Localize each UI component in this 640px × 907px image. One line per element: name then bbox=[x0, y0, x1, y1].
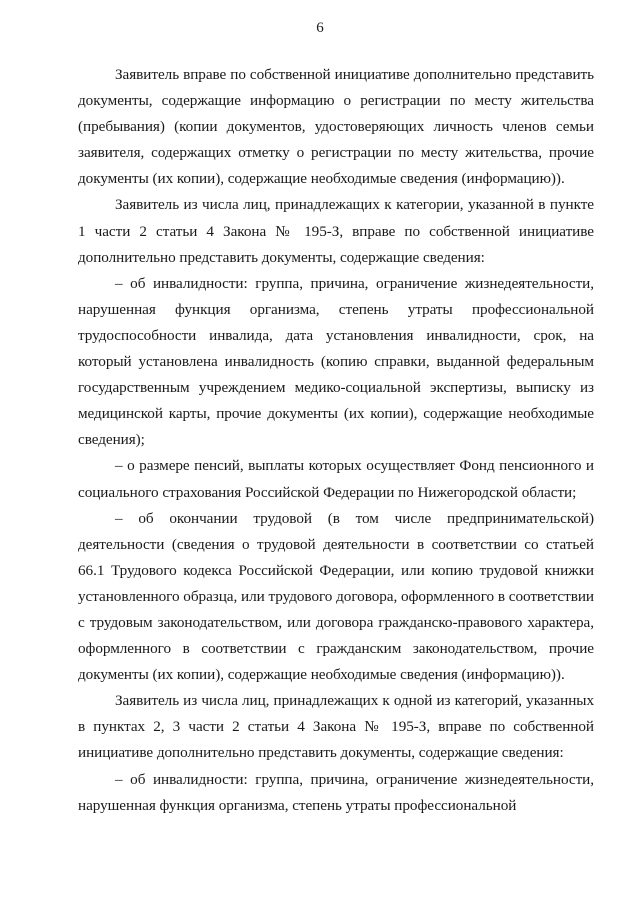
paragraph-category-2-3-intro: Заявитель из числа лиц, принадлежащих к одной из категорий, указанных в пунктах 2, 3 части 2 статьи 4 Закона № 195-З, вправе по собственной инициативе дополнительно представить документы, содержащие сведения: bbox=[78, 692, 594, 762]
document-body bbox=[78, 62, 594, 819]
paragraph-category-1-intro: Заявитель из числа лиц, принадлежащих к категории, указанной в пункте 1 части 2 статьи 4 Закона № 195-З, вправе по собственной инициативе дополнительно представить документы, содержащие сведения: bbox=[78, 196, 594, 266]
paragraph-residence-registration: Заявитель вправе по собственной инициативе дополнительно представить документы, содержащие информацию о регистрации по месту жительства (пребывания) (копии документов, удостоверяющих личность членов семьи заявителя, содержащих отметку о регистрации по месту жительства, прочие документы (их копии), содержащие необходимые сведения (информацию)). bbox=[78, 66, 594, 188]
list-item-disability: – об инвалидности: группа, причина, ограничение жизнедеятельности, нарушенная функция организма, степень утраты профессиональной трудоспособности инвалида, дата установления инвалидности, срок, на который установлена инвалидность (копию справки, выданной федеральным государственным учреждением медико-социальной экспертизы, выписку из медицинской карты, прочие документы (их копии), содержащие необходимые сведения); bbox=[78, 274, 594, 449]
page-number: 6 bbox=[316, 20, 324, 36]
list-item-pension-amount: – о размере пенсий, выплаты которых осуществляет Фонд пенсионного и социального страхования Российской Федерации по Нижегородской области; bbox=[78, 457, 594, 501]
list-item-disability-continued: – об инвалидности: группа, причина, ограничение жизнедеятельности, нарушенная функция организма, степень утраты профессиональной bbox=[78, 770, 594, 814]
list-item-end-of-employment: – об окончании трудовой (в том числе предпринимательской) деятельности (сведения о трудовой деятельности в соответствии со статьей 66.1 Трудового кодекса Российской Федерации, или копию трудовой книжки установленного образца, или трудового договора, оформленного в соответствии с трудовым законодательством, или договора гражданско-правового характера, оформленного в соответствии с гражданским законодательством, прочие документы (их копии), содержащие необходимые сведения (информацию)). bbox=[78, 509, 594, 684]
